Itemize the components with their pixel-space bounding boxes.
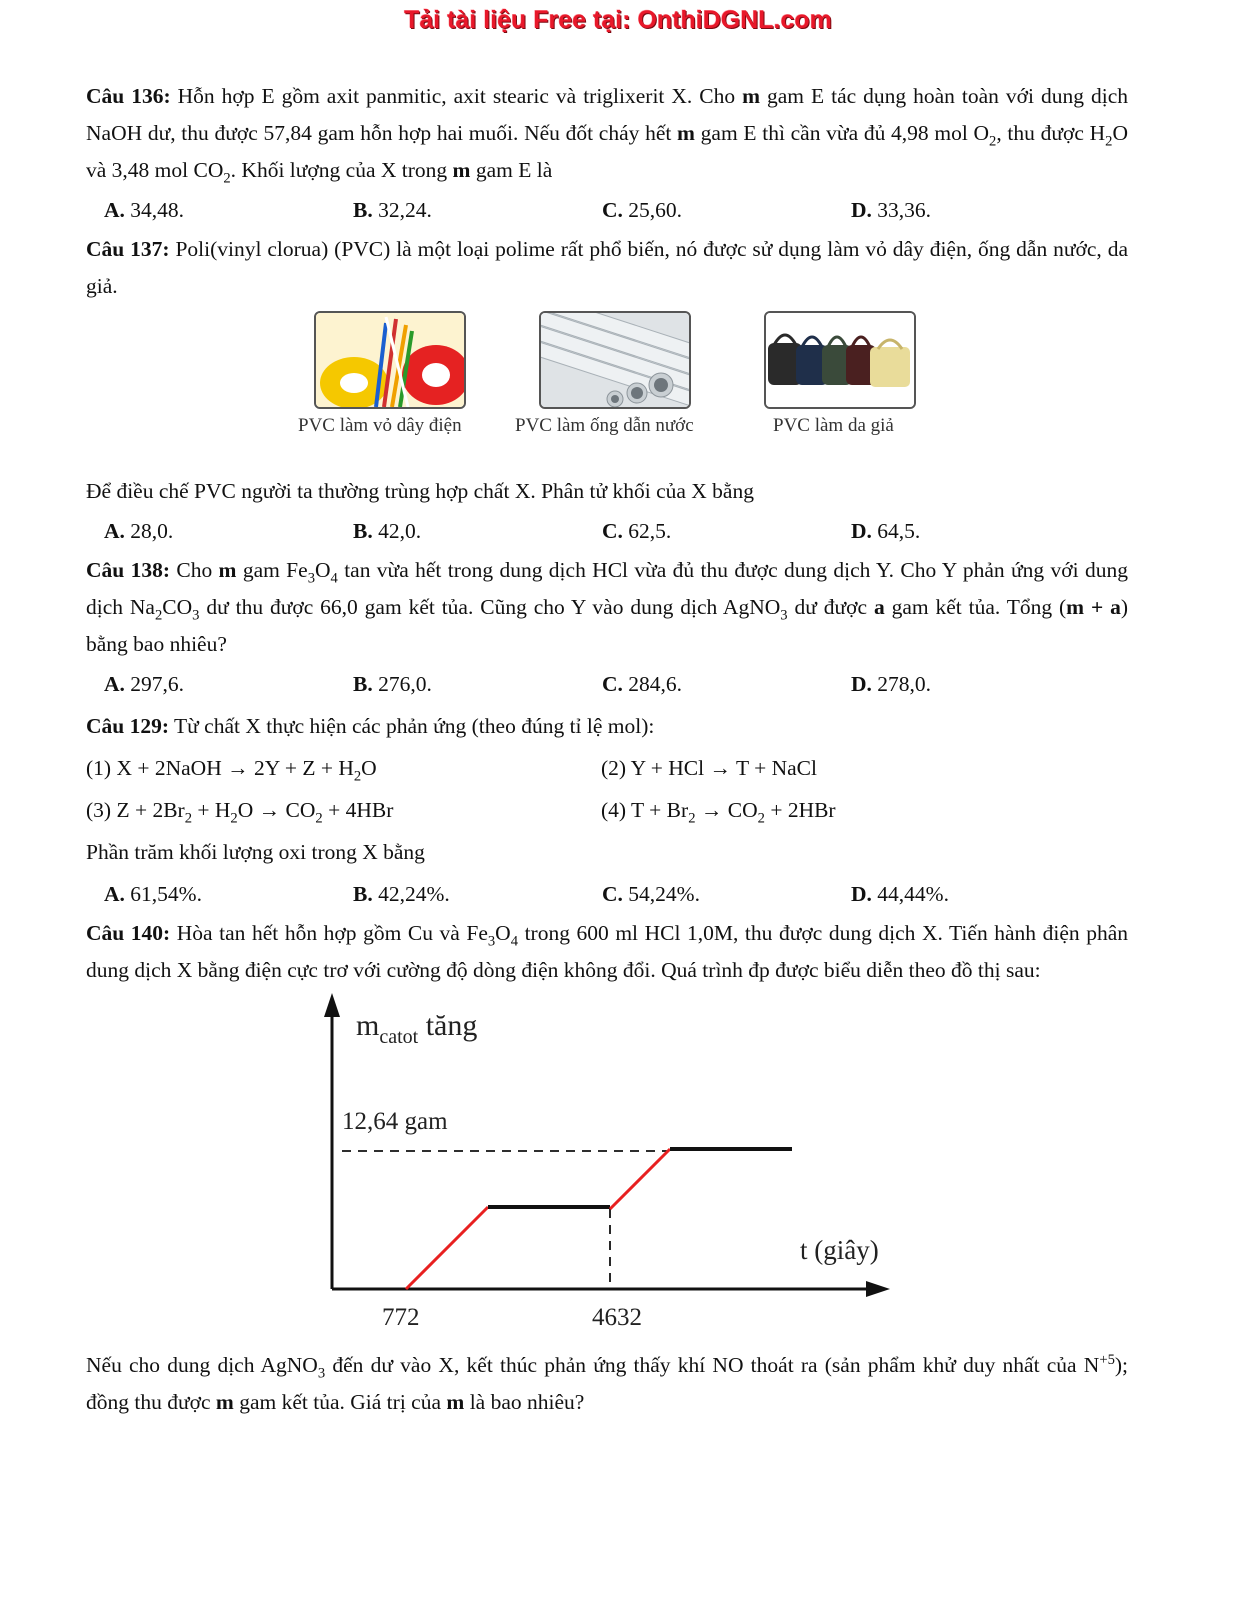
option-a: A. 28,0. [104, 518, 174, 543]
options-136 [86, 189, 1128, 231]
option-d: D. 64,5. [851, 518, 921, 543]
reactions-row-1 [86, 747, 1128, 789]
question-136: Câu 136: Hỗn hợp E gồm axit panmitic, axit stearic và triglixerit X. Cho m gam E tác dụng hoàn toàn với dung dịch NaOH dư, thu được 57,84 gam hỗn hợp hai muối. Nếu đốt cháy hết m gam E thì cần vừa đủ 4,98 mol $O_2$, thu được $H_2O$ và 3,48 mol $CO_2$. Khối lượng của X trong m gam E là [86, 84, 1128, 187]
reaction-1: (1) X + 2NaOH → $2Y + Z + H_2O$ [86, 755, 377, 784]
y-axis-label: $m_{catot}$ tăng [356, 1009, 478, 1048]
option-b: B. 42,24%. [353, 881, 450, 906]
caption-pipe: PVC làm ống dẫn nước [515, 415, 694, 436]
option-b: B. 42,0. [353, 518, 422, 543]
option-a: A. 61,54%. [104, 881, 202, 906]
question-label: Câu 137: [86, 237, 170, 261]
graph-svg [306, 989, 906, 1347]
option-d: D. 33,36. [851, 197, 932, 222]
question-label: Câu 138: [86, 558, 170, 582]
y-axis-arrow [324, 993, 340, 1017]
mass-annotation: 12,64 gam [342, 1108, 448, 1135]
question-137-stem: Để điều chế PVC người ta thường trùng hợp chất X. Phân tử khối của X bằng [86, 479, 754, 503]
option-b: B. 276,0. [353, 671, 432, 696]
option-c: C. 284,6. [602, 671, 683, 696]
options-129 [86, 873, 1128, 915]
option-c: C. 25,60. [602, 197, 683, 222]
option-c: C. 54,24%. [602, 881, 700, 906]
option-d: D. 44,44%. [851, 881, 949, 906]
segment-rise-1 [406, 1207, 488, 1289]
reactions-row-2 [86, 789, 1128, 831]
options-137 [86, 510, 1128, 552]
question-137: Câu 137: Poli(vinyl clorua) (PVC) là một loại polime rất phổ biến, nó được sử dụng làm vỏ dây điện, ống dẫn nước, da giả. [86, 237, 1128, 298]
reaction-2: (2) Y + HCl → T + NaCl [601, 755, 817, 780]
pvc-wire-image [314, 311, 466, 409]
pvc-images [86, 305, 1128, 473]
option-c: C. 62,5. [602, 518, 672, 543]
x-tick-772: 772 [382, 1304, 420, 1331]
question-label: Câu 136: [86, 84, 171, 108]
question-140: Câu 140: Hòa tan hết hỗn hợp gồm Cu và $Fe_3O_4$ trong 600 ml HCl 1,0M, thu được dung dịch X. Tiến hành điện phân dung dịch X bằng điện cực trơ với cường độ dòng điện không đổi. Quá trình đp được biểu diễn theo đồ thị sau: [86, 921, 1128, 982]
segment-rise-2 [610, 1149, 670, 1209]
question-129: Câu 129: Từ chất X thực hiện các phản ứng (theo đúng tỉ lệ mol): [86, 713, 655, 738]
option-d: D. 278,0. [851, 671, 932, 696]
option-a: A. 34,48. [104, 197, 185, 222]
options-138 [86, 663, 1128, 705]
question-140-stem: Nếu cho dung dịch AgNO$_3$ đến dư vào X, kết thúc phản ứng thấy khí NO thoát ra (sản phẩm khử duy nhất của $N^{+5}$); đồng thu được m gam kết tủa. Giá trị của m là bao nhiêu? [86, 1351, 1129, 1414]
x-axis-arrow [866, 1281, 890, 1297]
pvc-pipe-image [539, 311, 691, 409]
x-axis-label: t (giây) [800, 1235, 879, 1265]
x-tick-4632: 4632 [592, 1304, 642, 1331]
electrolysis-graph [86, 989, 1128, 1347]
question-129-stem: Phần trăm khối lượng oxi trong X bằng [86, 839, 425, 864]
caption-wire: PVC làm vỏ dây điện [298, 415, 462, 436]
pvc-leather-image [764, 311, 916, 409]
reaction-3: (3) $Z + 2Br_2 + H_2O \to CO_2 + 4HBr$ [86, 797, 394, 826]
option-b: B. 32,24. [353, 197, 432, 222]
caption-leather: PVC làm da giả [773, 415, 894, 436]
reaction-4: (4) $T + Br_2 \to CO_2 + 2HBr$ [601, 797, 836, 826]
option-a: A. 297,6. [104, 671, 185, 696]
question-label: Câu 140: [86, 921, 171, 945]
document-body [86, 78, 1128, 1421]
download-banner: Tải tài liệu Free tại: OnthiDGNL.com [404, 6, 832, 34]
question-138: Câu 138: Cho m gam $Fe_3O_4$ tan vừa hết trong dung dịch HCl vừa đủ thu được dung dịch Y. Cho Y phản ứng với dung dịch $Na_2CO_3$ dư thu được 66,0 gam kết tủa. Cũng cho Y vào dung dịch AgNO$_3$ dư được a gam kết tủa. Tổng (m + a) bằng bao nhiêu? [86, 558, 1128, 656]
question-label: Câu 129: [86, 713, 170, 738]
